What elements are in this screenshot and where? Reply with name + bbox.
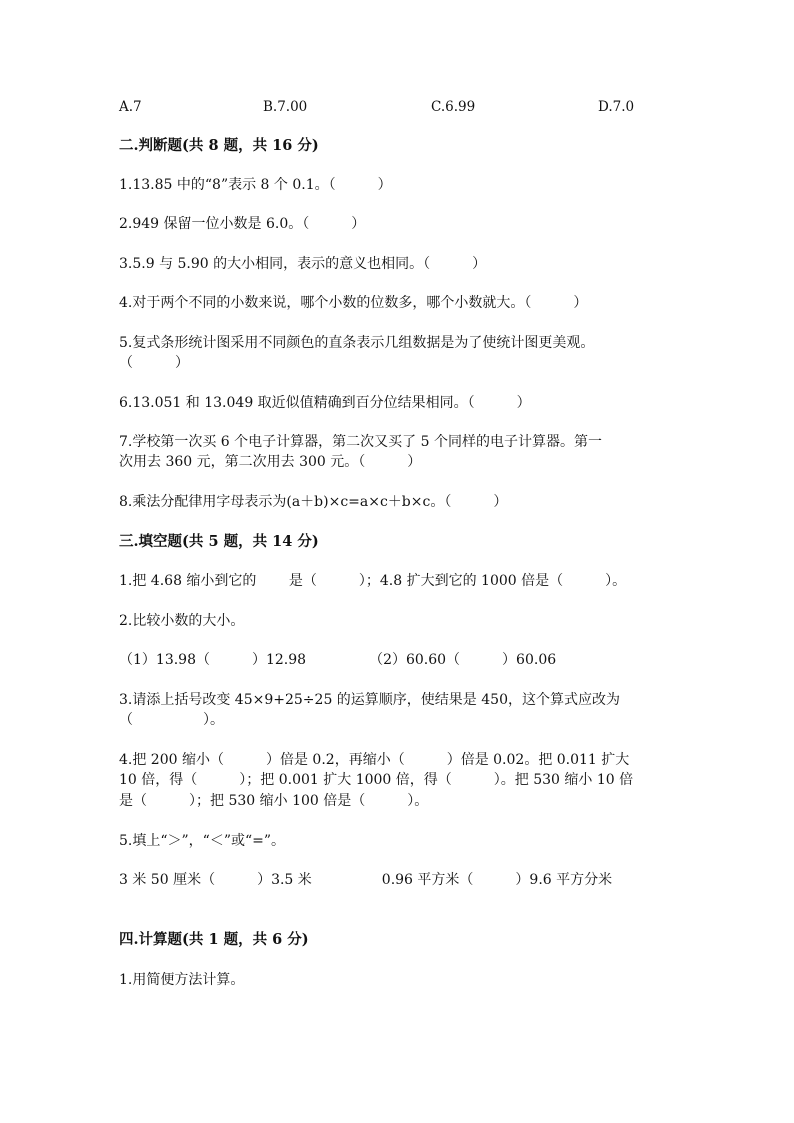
fill-item-4: 4.把 200 缩小（ ）倍是 0.2，再缩小（ ）倍是 0.02。把 0.011 扩大 [119,752,630,768]
option-c: C.6.99 [431,99,476,115]
judgement-item-8: 8.乘法分配律用字母表示为(a＋b)×c=a×c＋b×c。（ ） [119,494,508,510]
fill-item-4-cont2: 是（ ）；把 530 缩小 100 倍是（ ）。 [119,793,429,809]
section-heading-judgement: 二.判断题(共 8 题，共 16 分) [119,137,319,154]
option-d: D.7.0 [598,99,635,115]
fill-item-2-compare: （1）13.98（ ）12.98 （2）60.60（ ）60.06 [119,652,557,668]
fill-item-3: 3.请添上括号改变 45×9+25÷25 的运算顺序，使结果是 450，这个算式应改为 [119,692,620,708]
judgement-item-2: 2.949 保留一位小数是 6.0。（ ） [119,216,366,232]
judgement-item-1: 1.13.85 中的“8”表示 8 个 0.1。（ ） [119,177,392,193]
fill-item-3-cont: （ ）。 [119,712,224,728]
calc-item-1: 1.用简便方法计算。 [119,972,245,988]
option-b: B.7.00 [263,99,308,115]
judgement-item-5: 5.复式条形统计图采用不同颜色的直条表示几组数据是为了使统计图更美观。 [119,335,595,351]
fill-item-5: 5.填上“＞”，“＜”或“=”。 [119,833,286,849]
option-a: A.7 [119,99,142,115]
fill-item-5-compare: 3 米 50 厘米（ ）3.5 米 0.96 平方米（ ）9.6 平方分米 [119,872,613,888]
fill-item-2: 2.比较小数的大小。 [119,613,245,629]
judgement-item-7-cont: 次用去 360 元，第二次用去 300 元。（ ） [119,454,422,470]
judgement-item-4: 4.对于两个不同的小数来说，哪个小数的位数多，哪个小数就大。（ ） [119,295,588,311]
judgement-item-3: 3.5.9 与 5.90 的大小相同，表示的意义也相同。（ ） [119,256,487,272]
section-heading-fill: 三.填空题(共 5 题，共 14 分) [119,533,319,550]
section-heading-calc: 四.计算题(共 1 题，共 6 分) [119,931,309,948]
judgement-item-7: 7.学校第一次买 6 个电子计算器，第二次又买了 5 个同样的电子计算器。第一 [119,434,602,450]
judgement-item-6: 6.13.051 和 13.049 取近似值精确到百分位结果相同。（ ） [119,395,531,411]
judgement-item-5-cont: （ ） [119,355,189,371]
fill-item-1: 1.把 4.68 缩小到它的 是（ ）；4.8 扩大到它的 1000 倍是（ ）。 [119,573,627,589]
fill-item-4-cont1: 10 倍，得（ ）；把 0.001 扩大 1000 倍，得（ ）。把 530 缩小 10 倍 [119,772,634,788]
